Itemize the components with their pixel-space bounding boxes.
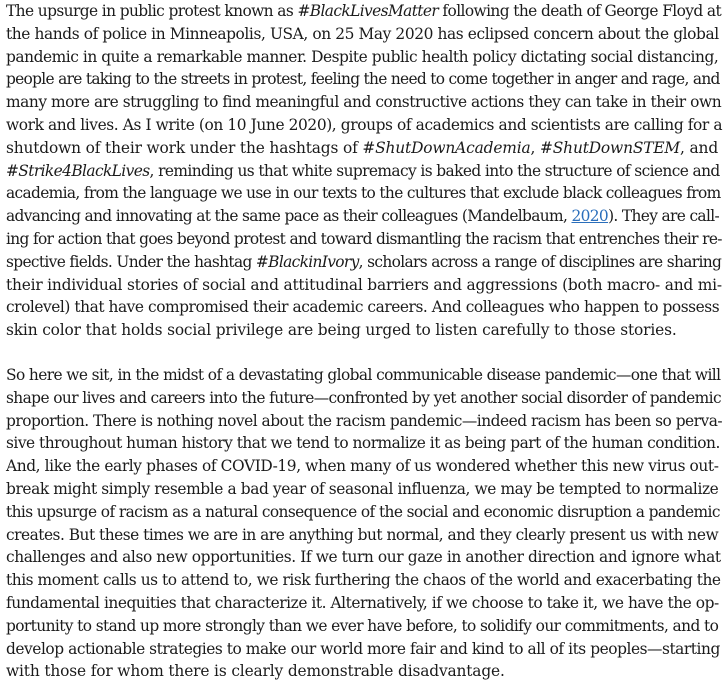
text-line: [6, 660, 722, 683]
text-line: [6, 364, 722, 387]
text-line: [6, 114, 722, 137]
text-line: [6, 160, 722, 183]
text-segment: , and: [680, 138, 719, 157]
text-line: [6, 23, 722, 46]
text-segment: ing for action that goes beyond protest and toward dismantling the racism that entrenches their re-: [6, 229, 722, 248]
text-segment: with those for whom there is clearly demonstrable disadvantage.: [6, 662, 505, 681]
text-line: [6, 546, 722, 569]
text-segment: proportion. There is nothing novel about the racism pandemic—indeed racism has been so perva-: [6, 411, 723, 430]
text-segment: , scholars across a range of disciplines are sharing: [358, 252, 722, 271]
text-line: [6, 182, 722, 205]
text-segment: break might simply resemble a bad year of seasonal influenza, we may be tempted to normalize: [6, 479, 719, 498]
text-segment: this moment calls us to attend to, we risk furthering the chaos of the world and exacerbating the: [6, 571, 721, 590]
text-segment: pandemic in quite a remarkable manner. Despite public health policy dictating social distancing,: [6, 47, 719, 66]
text-segment: The upsurge in public protest known as: [6, 2, 298, 20]
text-line: [6, 455, 722, 478]
hashtag: #Strike4BlackLives: [6, 161, 150, 180]
hashtag: #ShutDownSTEM: [540, 138, 681, 157]
text-line: [6, 68, 722, 91]
paragraph-2: [6, 364, 722, 683]
text-segment: advancing and innovating at the same pace as their colleagues (Mandelbaum,: [6, 207, 572, 226]
text-segment: challenges and also new opportunities. If we turn our gaze in another direction and ignore what: [6, 548, 721, 567]
text-line: [6, 501, 722, 524]
text-segment: their individual stories of social and attitudinal barriers and aggressions (both macro- and mi-: [6, 275, 722, 294]
text-line: [6, 46, 722, 69]
hashtag: #BlackLivesMatter: [297, 2, 439, 20]
text-segment: fundamental inequities that characterize it. Alternatively, if we choose to take it, we have the op-: [6, 593, 719, 612]
text-line: [6, 0, 722, 23]
text-line: [6, 137, 722, 160]
text-line: [6, 205, 722, 228]
text-line: [6, 410, 722, 433]
text-segment: shutdown of their work under the hashtags of: [6, 138, 363, 157]
text-segment: this upsurge of racism as a natural consequence of the social and economic disruption a pandemic: [6, 502, 720, 521]
text-line: [6, 569, 722, 592]
text-line: [6, 478, 722, 501]
text-segment: spective fields. Under the hashtag: [6, 252, 256, 271]
text-line: [6, 592, 722, 615]
paragraph-1: [6, 0, 722, 342]
text-segment: the hands of police in Minneapolis, USA, on 25 May 2020 has eclipsed concern about the global: [6, 24, 719, 43]
text-segment: sive throughout human history that we tend to normalize it as being part of the human condition.: [6, 434, 720, 453]
text-segment: shape our lives and careers into the future—confronted by yet another social disorder of pandemic: [6, 388, 721, 407]
text-segment: ). They are call-: [608, 207, 720, 226]
article-body: [6, 0, 722, 683]
text-line: [6, 615, 722, 638]
text-line: [6, 296, 722, 319]
text-segment: develop actionable strategies to make our world more fair and kind to all of its peoples—starting: [6, 639, 720, 658]
text-segment: And, like the early phases of COVID-19, when many of us wondered whether this new virus out-: [6, 457, 719, 476]
text-line: [6, 638, 722, 661]
text-line: [6, 432, 722, 455]
text-segment: work and lives. As I write (on 10 June 2020), groups of academics and scientists are calling for a: [6, 115, 723, 134]
text-line: [6, 524, 722, 547]
hashtag: #ShutDownAcademia: [362, 138, 531, 157]
text-segment: ,: [530, 138, 541, 157]
text-line: [6, 251, 722, 274]
text-segment: many more are struggling to find meaningful and constructive actions they can take in their own: [6, 93, 722, 112]
citation-link[interactable]: 2020: [571, 207, 609, 226]
hashtag: #BlackinIvory: [255, 252, 359, 271]
text-segment: portunity to stand up more strongly than we ever have before, to solidify our commitments, and to: [6, 616, 719, 635]
text-line: [6, 274, 722, 297]
text-line: [6, 91, 722, 114]
text-segment: following the death of George Floyd at: [438, 2, 722, 20]
text-segment: academia, from the language we use in our texts to the cultures that exclude black colleagues from: [6, 184, 721, 203]
text-segment: creates. But these times we are in are anything but normal, and they clearly present us with new: [6, 525, 719, 544]
text-segment: crolevel) that have compromised their academic careers. And colleagues who happen to possess: [6, 298, 720, 317]
text-segment: , reminding us that white supremacy is baked into the structure of science and: [149, 161, 720, 180]
text-segment: skin color that holds social privilege are being urged to listen carefully to those stories.: [6, 321, 677, 340]
text-segment: So here we sit, in the midst of a devastating global communicable disease pandemic—one that will: [6, 365, 721, 384]
text-segment: people are taking to the streets in protest, feeling the need to come together in anger and rage, and: [6, 70, 720, 89]
text-line: [6, 387, 722, 410]
text-line: [6, 228, 722, 251]
text-line: [6, 319, 722, 342]
